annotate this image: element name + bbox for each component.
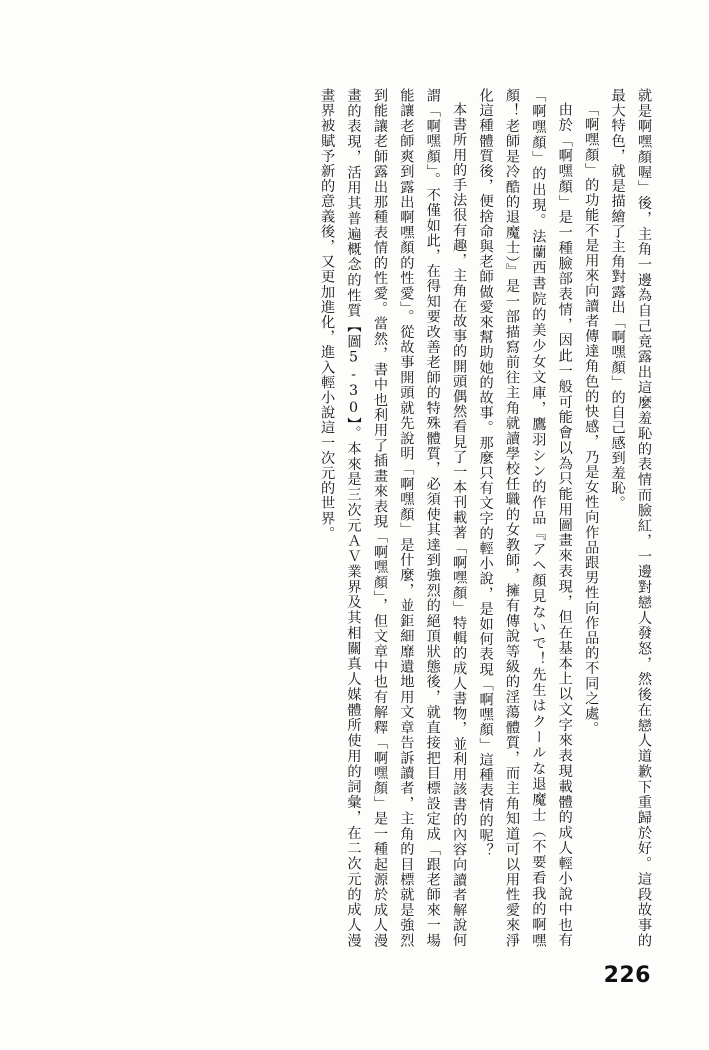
paragraph-3: 由於「啊嘿顏」是一種臉部表情，因此一般可能會以為只能用圖畫來表現，但在基本上以文字來表現載體的成人輕小說中也有「啊嘿顏」的出現。法蘭西書院的美少女文庫，鷹羽シン的作品『アヘ顏見ないで！先生はクールな退魔士（不要看我的啊嘿顏！老師是冷酷的退魔士）』是一部描寫前往主角就讀學校任職的女教師，擁有傳說等級的淫蕩體質，而主角知道可以用性愛來淨化這種體質後，便捨命與老師做愛來幫助她的故事。那麼只有文字的輕小說，是如何表現「啊嘿顏」這種表情的呢？ xyxy=(477,88,573,948)
paragraph-4: 本書所用的手法很有趣，主角在故事的開頭偶然看見了一本刊載著「啊嘿顏」特輯的成人書物，並利用該書的內容向讀者解說何謂「啊嘿顏」。不僅如此，在得知要改善老師的特殊體質，必須使其達到強烈的絕頂狀態後，就直接把目標設定成「跟老師來一場能讓老師爽到露出啊嘿顏的性愛」。從故事開頭就先說明「啊嘿顏」是什麼，並鉅細靡遺地用文章告訴讀者，主角的目標就是強烈到能讓老師露出那種表情的性愛。當然，書中也利用了插畫來表現「啊嘿顏」，但文章中也有解釋「啊嘿顏」是一種起源於成人漫畫的表現，活用其普遍概念的性質【圖5-30】。本來是三次元ＡＶ業界及其相關真人媒體所使用的詞彙，在二次元的成人漫畫界被賦予新的意義後，又更加進化，進入輕小說這一次元的世界。 xyxy=(319,88,468,948)
page-content-area xyxy=(52,58,657,992)
page-number: 226 xyxy=(603,963,651,988)
vertical-body-text xyxy=(97,88,657,948)
paragraph-1: 就是啊嘿顏喔」後，主角一邊為自己竟露出這麼羞恥的表情而臉紅，一邊對戀人發怒，然後在戀人道歉下重歸於好。這段故事的最大特色，就是描繪了主角對露出「啊嘿顏」的自己感到羞恥。 xyxy=(609,88,652,948)
paragraph-2: 「啊嘿顏」的功能不是用來向讀者傳達角色的快感，乃是女性向作品跟男性向作品的不同之處。 xyxy=(583,102,600,737)
